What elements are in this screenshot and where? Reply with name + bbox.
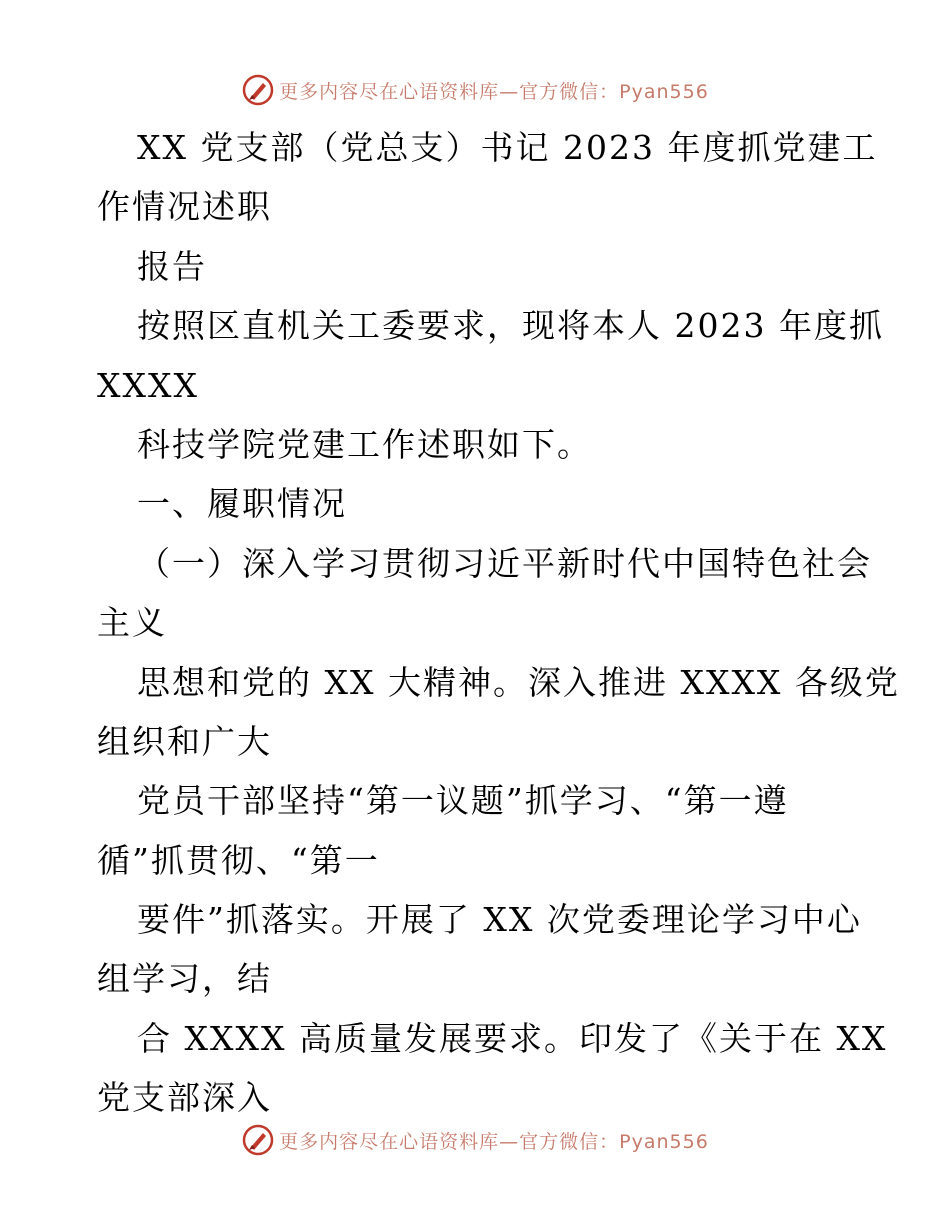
text-line: 党支部深入 [97, 1078, 272, 1118]
text-line: 主义 [97, 603, 167, 643]
text-line: 科技学院党建工作述职如下。 [137, 424, 592, 464]
pen-logo-icon [241, 73, 275, 107]
text-line: 组学习，结 [97, 959, 272, 999]
document-body [97, 118, 900, 1128]
watermark-text: 更多内容尽在心语资料库—官方微信：Pyan556 [279, 80, 709, 103]
text-line: 党员干部坚持“第一议题”抓学习、“第一遵 [137, 781, 789, 821]
text-line: XXXX [97, 365, 199, 405]
text-line: XX 党支部（党总支）书记 2023 年度抓党建工 [137, 128, 878, 167]
text-line: 作情况述职 [97, 187, 272, 227]
watermark-text: 更多内容尽在心语资料库—官方微信：Pyan556 [279, 1130, 709, 1153]
text-line: 组织和广大 [97, 721, 272, 761]
footer-watermark [0, 1120, 950, 1160]
text-line: 循”抓贯彻、“第一 [97, 840, 380, 880]
text-line: 按照区直机关工委要求，现将本人 2023 年度抓 [137, 306, 884, 346]
text-line: 思想和党的 XX 大精神。深入推进 XXXX 各级党 [137, 662, 900, 702]
text-line: （一）深入学习贯彻习近平新时代中国特色社会 [137, 543, 872, 583]
text-line: 要件”抓落实。开展了 XX 次党委理论学习中心 [137, 900, 862, 940]
header-watermark [0, 70, 950, 110]
text-line: 一、履职情况 [137, 484, 347, 524]
text-line: 合 XXXX 高质量发展要求。印发了《关于在 XX [137, 1018, 888, 1058]
text-line: 报告 [137, 246, 207, 286]
pen-logo-icon [241, 1123, 275, 1157]
